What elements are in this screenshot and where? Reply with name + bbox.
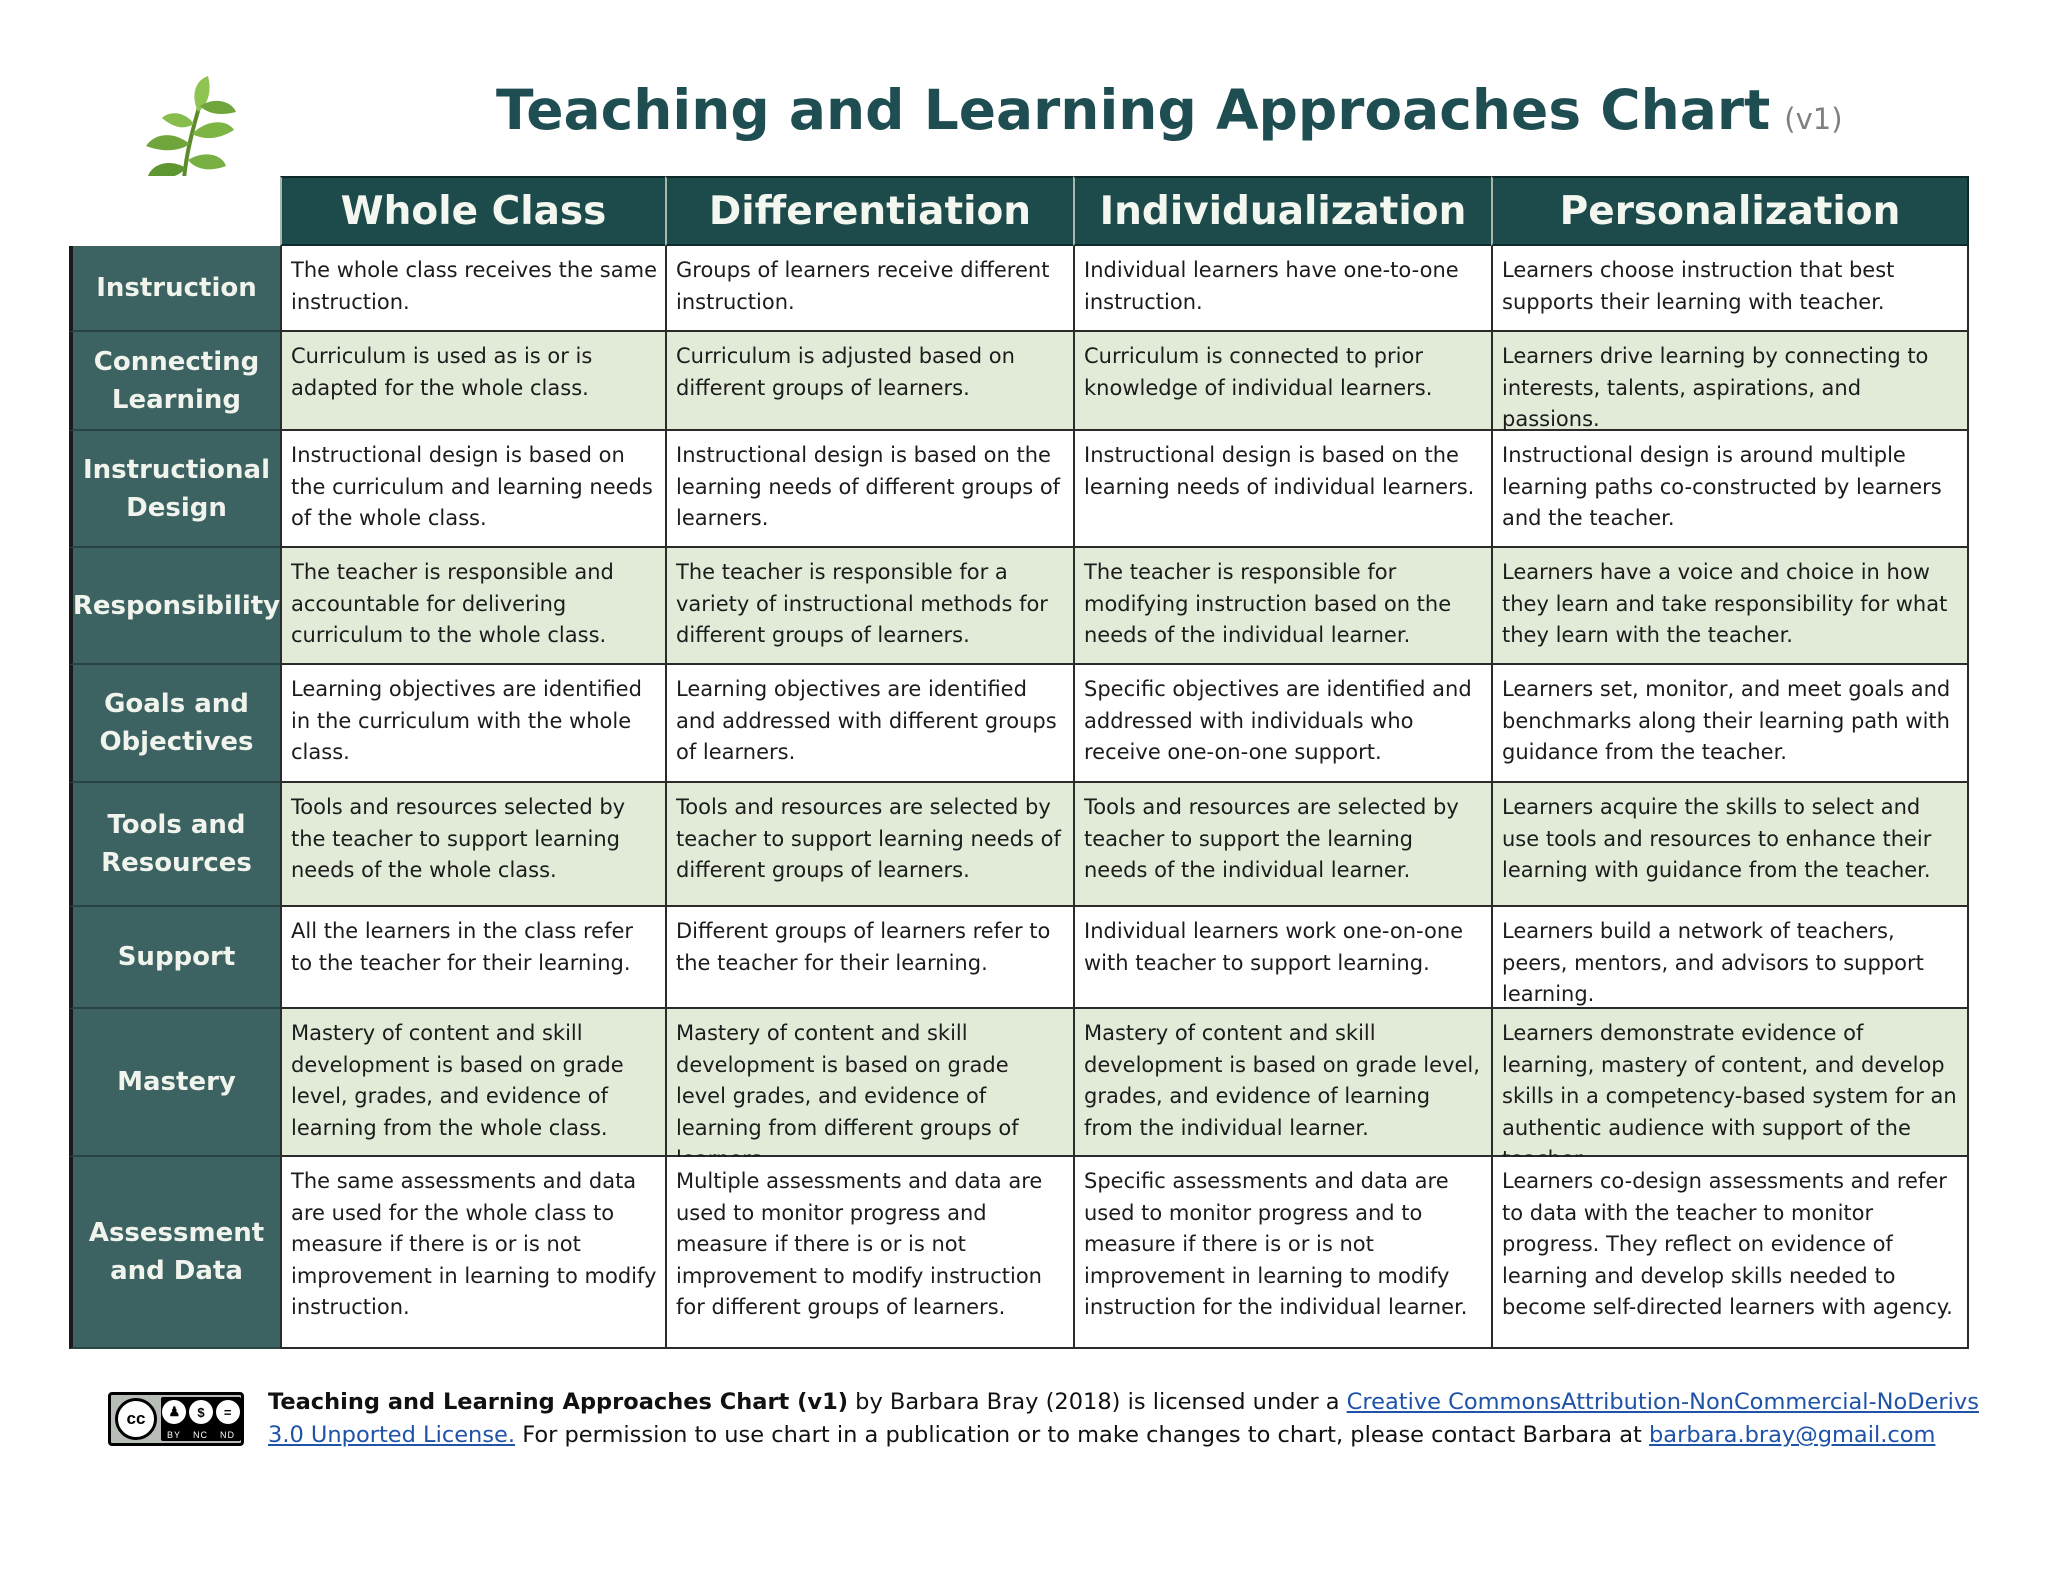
table-cell-individualization: Specific objectives are identified and addressed with individuals who receive one-on-one support. [1073,665,1491,783]
table-cell-whole-class: The same assessments and data are used for the whole class to measure if there is or is not improvement in learning to modify instruction. [280,1157,665,1349]
cc-circle: cc [115,1398,157,1440]
attribution-icon: ♟ [162,1400,186,1424]
table-cell-whole-class: Mastery of content and skill development is based on grade level, grades, and evidence of learning from the whole class. [280,1009,665,1157]
title-text: Teaching and Learning Approaches Chart [496,78,1771,142]
table-cell-personalization: Learners co-design assessments and refer to data with the teacher to monitor progress. They reflect on evidence of learning and develop skills needed to become self-directed learners with agency. [1491,1157,1969,1349]
row-header [69,431,280,548]
row-header-label: Support [117,942,236,972]
column-header-individualization: Individualization [1073,176,1491,246]
row-header-label: Instructional Design [82,454,270,523]
table-cell-differentiation: Curriculum is adjusted based on different groups of learners. [665,332,1073,431]
cc-tag-by: BY [166,1430,181,1440]
noncommercial-icon: $ [189,1400,213,1424]
license-footer [108,1386,2008,1466]
table-cell-individualization: Instructional design is based on the learning needs of individual learners. [1073,431,1491,548]
row-header [69,332,280,431]
table-cell-differentiation: Multiple assessments and data are used to monitor progress and measure if there is or is not improvement to modify instruction for different groups of learners. [665,1157,1073,1349]
row-header-label: Responsibility [72,590,281,621]
table-cell-whole-class: Curriculum is used as is or is adapted for the whole class. [280,332,665,431]
row-header [69,907,280,1009]
license-work-title: Teaching and Learning Approaches Chart (v1) [268,1389,849,1415]
table-cell-whole-class: The teacher is responsible and accountable for delivering curriculum to the whole class. [280,548,665,665]
column-header-differentiation: Differentiation [665,176,1073,246]
table-cell-whole-class: Tools and resources selected by the teacher to support learning needs of the whole class. [280,783,665,907]
row-header [69,246,280,332]
row-header-label: Mastery [117,1067,236,1097]
row-header [69,665,280,783]
table-cell-individualization: Mastery of content and skill development is based on grade level, grades, and evidence of learning from the individual learner. [1073,1009,1491,1157]
cc-license-symbols [161,1397,241,1441]
table-cell-individualization: Curriculum is connected to prior knowledge of individual learners. [1073,332,1491,431]
row-header [69,1157,280,1349]
table-cell-personalization: Learners have a voice and choice in how they learn and take responsibility for what they learn with the teacher. [1491,548,1969,665]
table-cell-differentiation: Instructional design is based on the learning needs of different groups of learners. [665,431,1073,548]
table-cell-personalization: Learners set, monitor, and meet goals and benchmarks along their learning path with guidance from the teacher. [1491,665,1969,783]
table-cell-whole-class: All the learners in the class refer to the teacher for their learning. [280,907,665,1009]
cc-tags [161,1430,241,1440]
table-cell-differentiation: The teacher is responsible for a variety of instructional methods for different groups of learners. [665,548,1073,665]
permission-text: For permission to use chart in a publication or to make changes to chart, please contact Barbara at [515,1422,1650,1448]
creative-commons-by-nc-nd-icon[interactable] [108,1392,244,1446]
table-cell-differentiation: Groups of learners receive different instruction. [665,246,1073,332]
row-header [69,548,280,665]
row-header-label: Assessment and Data [88,1218,265,1286]
table-cell-individualization: The teacher is responsible for modifying instruction based on the needs of the individual learner. [1073,548,1491,665]
row-header [69,1009,280,1157]
table-cell-personalization: Learners demonstrate evidence of learning, mastery of content, and develop skills in a competency-based system for an authentic audience with support of the [1491,1009,1969,1157]
license-link[interactable]: Creative CommonsAttribution-NonCommercial-NoDerivs 3.0 Unported License. [268,1389,1979,1448]
table-cell-personalization: Learners drive learning by connecting to interests, talents, aspirations, and passions. [1491,332,1969,431]
table-cell-personalization: Learners choose instruction that best supports their learning with teacher. [1491,246,1969,332]
row-header [69,783,280,907]
approaches-table [69,176,1969,1353]
table-corner [69,176,280,246]
cc-tag-nc: NC [192,1430,208,1440]
table-cell-individualization: Individual learners work one-on-one with teacher to support learning. [1073,907,1491,1009]
contact-email-link[interactable]: barbara.bray@gmail.com [1649,1422,1936,1448]
table-cell-individualization: Specific assessments and data are used to monitor progress and to measure if there is or is not improvement in learning to modify instruction for the individual learner. [1073,1157,1491,1349]
noderivs-icon: = [216,1400,240,1424]
version-label: (v1) [1784,102,1843,136]
table-cell-individualization: Individual learners have one-to-one instruction. [1073,246,1491,332]
page-title [496,78,1843,158]
table-cell-individualization: Tools and resources are selected by teacher to support the learning needs of the individual learner. [1073,783,1491,907]
table-cell-differentiation: Different groups of learners refer to the teacher for their learning. [665,907,1073,1009]
license-text [268,1386,2008,1452]
row-header-label: Tools and Resources [101,810,252,878]
table-cell-personalization: Learners acquire the skills to select and use tools and resources to enhance their learning with guidance from the teacher. [1491,783,1969,907]
table-cell-whole-class: Instructional design is based on the curriculum and learning needs of the whole class. [280,431,665,548]
row-header-label: Goals and Objectives [99,689,254,757]
table-cell-personalization: Instructional design is around multiple learning paths co-constructed by learners and the teacher. [1491,431,1969,548]
table-cell-differentiation: Mastery of content and skill development is based on grade level grades, and evidence of learning from different groups of [665,1009,1073,1157]
table-cell-whole-class: The whole class receives the same instruction. [280,246,665,332]
license-attribution: by Barbara Bray (2018) is licensed under a [848,1389,1347,1415]
column-header-whole-class: Whole Class [280,176,665,246]
cc-tag-nd: ND [219,1430,235,1440]
table-cell-differentiation: Tools and resources are selected by teacher to support learning needs of different groups of learners. [665,783,1073,907]
row-header-label: Instruction [96,273,257,303]
row-header-label: Connecting Learning [93,346,260,415]
table-cell-differentiation: Learning objectives are identified and addressed with different groups of learners. [665,665,1073,783]
table-cell-personalization: Learners build a network of teachers, peers, mentors, and advisors to support learning. [1491,907,1969,1009]
table-cell-whole-class: Learning objectives are identified in the curriculum with the whole class. [280,665,665,783]
column-header-personalization: Personalization [1491,176,1969,246]
